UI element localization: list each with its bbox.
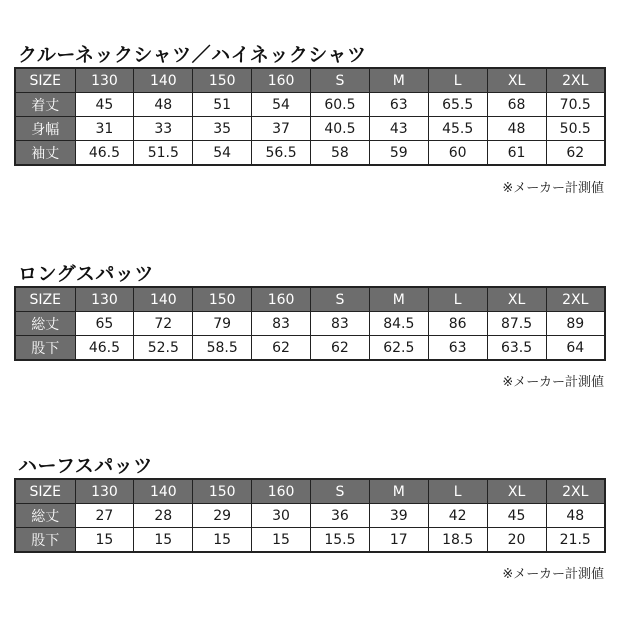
header-cell: XL <box>487 479 546 504</box>
table-cell: 18.5 <box>428 528 487 553</box>
table-cell: 40.5 <box>311 117 370 141</box>
table-row <box>15 504 605 528</box>
header-cell: 140 <box>134 68 193 93</box>
table-cell: 89 <box>546 312 605 336</box>
header-cell: S <box>311 68 370 93</box>
table-cell: 65.5 <box>428 93 487 117</box>
section-title: ハーフスパッツ <box>18 455 153 477</box>
table-cell: 63 <box>369 93 428 117</box>
section-title: ロングスパッツ <box>18 263 154 285</box>
row-label: 身幅 <box>15 117 75 141</box>
table-cell: 29 <box>193 504 252 528</box>
table-cell: 58.5 <box>193 336 252 361</box>
table-row <box>15 93 605 117</box>
table-cell: 56.5 <box>252 141 311 166</box>
table-cell: 20 <box>487 528 546 553</box>
table-cell: 46.5 <box>75 141 134 166</box>
table-cell: 63.5 <box>487 336 546 361</box>
table-cell: 61 <box>487 141 546 166</box>
table-cell: 33 <box>134 117 193 141</box>
table-cell: 68 <box>487 93 546 117</box>
row-label: 総丈 <box>15 504 75 528</box>
table-header-row <box>15 68 605 93</box>
header-cell: M <box>369 479 428 504</box>
table-header-row <box>15 479 605 504</box>
header-cell: 2XL <box>546 68 605 93</box>
table-cell: 60 <box>428 141 487 166</box>
table-cell: 48 <box>487 117 546 141</box>
table-cell: 54 <box>252 93 311 117</box>
table-cell: 45.5 <box>428 117 487 141</box>
table-cell: 83 <box>252 312 311 336</box>
table-cell: 51.5 <box>134 141 193 166</box>
header-cell: 130 <box>75 479 134 504</box>
header-cell: 160 <box>252 287 311 312</box>
table-header-row <box>15 287 605 312</box>
table-cell: 54 <box>193 141 252 166</box>
header-cell: M <box>369 68 428 93</box>
header-cell: 130 <box>75 68 134 93</box>
header-cell: S <box>311 479 370 504</box>
table-cell: 15 <box>134 528 193 553</box>
table-cell: 62 <box>252 336 311 361</box>
table-cell: 15 <box>75 528 134 553</box>
table-row <box>15 336 605 361</box>
header-cell: 140 <box>134 287 193 312</box>
table-cell: 15 <box>193 528 252 553</box>
size-table <box>14 67 606 166</box>
table-cell: 59 <box>369 141 428 166</box>
table-cell: 84.5 <box>369 312 428 336</box>
table-cell: 17 <box>369 528 428 553</box>
table-cell: 83 <box>311 312 370 336</box>
table-cell: 63 <box>428 336 487 361</box>
table-cell: 65 <box>75 312 134 336</box>
table-cell: 62 <box>546 141 605 166</box>
table-cell: 27 <box>75 504 134 528</box>
header-cell: 2XL <box>546 287 605 312</box>
table-cell: 28 <box>134 504 193 528</box>
table-cell: 79 <box>193 312 252 336</box>
table-cell: 35 <box>193 117 252 141</box>
table-row <box>15 312 605 336</box>
header-cell: S <box>311 287 370 312</box>
table-cell: 46.5 <box>75 336 134 361</box>
header-cell: L <box>428 68 487 93</box>
table-cell: 48 <box>134 93 193 117</box>
table-cell: 52.5 <box>134 336 193 361</box>
header-cell: XL <box>487 68 546 93</box>
table-cell: 70.5 <box>546 93 605 117</box>
table-cell: 21.5 <box>546 528 605 553</box>
table-cell: 48 <box>546 504 605 528</box>
header-cell: 150 <box>193 287 252 312</box>
section-title: クルーネックシャツ／ハイネックシャツ <box>18 44 367 66</box>
table-row <box>15 141 605 166</box>
table-cell: 72 <box>134 312 193 336</box>
table-row <box>15 528 605 553</box>
table-cell: 62 <box>311 336 370 361</box>
table-cell: 39 <box>369 504 428 528</box>
row-label: 袖丈 <box>15 141 75 166</box>
row-label: 総丈 <box>15 312 75 336</box>
header-cell: XL <box>487 287 546 312</box>
header-cell-size: SIZE <box>15 287 75 312</box>
measurement-note: ※メーカー計測値 <box>502 181 604 196</box>
table-cell: 45 <box>487 504 546 528</box>
size-table <box>14 286 606 361</box>
row-label: 股下 <box>15 336 75 361</box>
row-label: 着丈 <box>15 93 75 117</box>
header-cell: 160 <box>252 68 311 93</box>
table-cell: 64 <box>546 336 605 361</box>
header-cell: 130 <box>75 287 134 312</box>
table-cell: 37 <box>252 117 311 141</box>
table-cell: 50.5 <box>546 117 605 141</box>
header-cell: 160 <box>252 479 311 504</box>
table-cell: 62.5 <box>369 336 428 361</box>
table-cell: 60.5 <box>311 93 370 117</box>
header-cell: 150 <box>193 68 252 93</box>
header-cell-size: SIZE <box>15 68 75 93</box>
table-cell: 31 <box>75 117 134 141</box>
header-cell: 150 <box>193 479 252 504</box>
row-label: 股下 <box>15 528 75 553</box>
table-cell: 58 <box>311 141 370 166</box>
header-cell-size: SIZE <box>15 479 75 504</box>
table-cell: 36 <box>311 504 370 528</box>
table-row <box>15 117 605 141</box>
table-cell: 86 <box>428 312 487 336</box>
header-cell: 2XL <box>546 479 605 504</box>
table-cell: 87.5 <box>487 312 546 336</box>
header-cell: L <box>428 479 487 504</box>
measurement-note: ※メーカー計測値 <box>502 567 604 582</box>
table-cell: 42 <box>428 504 487 528</box>
table-cell: 51 <box>193 93 252 117</box>
table-cell: 15.5 <box>311 528 370 553</box>
table-cell: 15 <box>252 528 311 553</box>
table-cell: 45 <box>75 93 134 117</box>
table-cell: 43 <box>369 117 428 141</box>
size-table <box>14 478 606 553</box>
header-cell: 140 <box>134 479 193 504</box>
measurement-note: ※メーカー計測値 <box>502 375 604 390</box>
header-cell: M <box>369 287 428 312</box>
header-cell: L <box>428 287 487 312</box>
table-cell: 30 <box>252 504 311 528</box>
